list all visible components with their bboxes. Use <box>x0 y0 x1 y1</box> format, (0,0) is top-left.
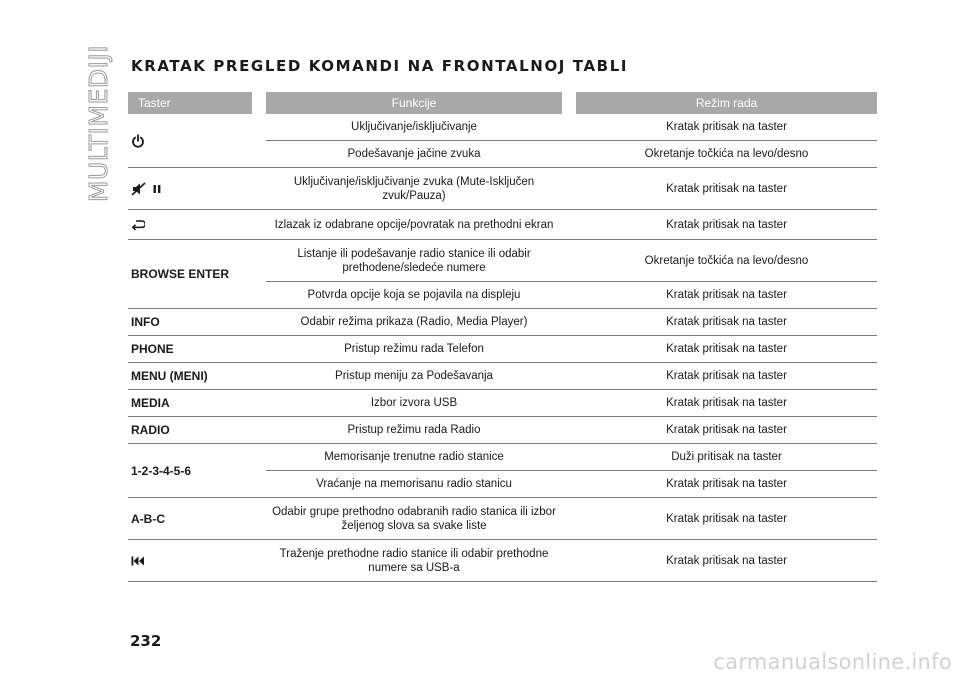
function-cell: Listanje ili podešavanje radio stanice ili odabir prethodene/sledeće numere <box>297 247 531 274</box>
section-side-title-text: MULTIMEDIJI <box>84 44 114 202</box>
controls-table <box>128 92 877 582</box>
header-rezim-rada: Režim rada <box>576 92 877 114</box>
function-cell: Pristup režimu rada Telefon <box>344 343 484 355</box>
table-row <box>266 168 877 209</box>
header-funkcije: Funkcije <box>266 92 562 114</box>
table-row <box>266 363 877 389</box>
function-cell: Izlazak iz odabrane opcije/povratak na prethodni ekran <box>274 218 554 231</box>
mode-cell: Okretanje točkića na levo/desno <box>644 254 809 267</box>
key-cell: A-B-C <box>131 511 165 526</box>
table-row-group <box>128 309 877 336</box>
table-row-group <box>128 540 877 582</box>
function-cell: Izbor izvora USB <box>370 397 458 409</box>
table-row <box>266 498 877 539</box>
mode-cell: Kratak pritisak na taster <box>666 424 787 436</box>
header-taster: Taster <box>128 92 252 114</box>
function-cell: Memorisanje trenutne radio stanice <box>324 451 504 463</box>
table-row <box>266 140 877 167</box>
table-row <box>266 281 877 308</box>
table-row <box>266 309 877 335</box>
mode-cell: Kratak pritisak na taster <box>666 512 787 525</box>
key-cell: MEDIA <box>131 396 170 410</box>
table-row <box>266 417 877 443</box>
table-row <box>266 444 877 470</box>
key-cell <box>128 168 266 209</box>
mode-cell: Kratak pritisak na taster <box>666 343 787 355</box>
key-cell: PHONE <box>131 342 174 356</box>
function-cell: Uključivanje/isključivanje <box>351 121 477 133</box>
mode-cell: Kratak pritisak na taster <box>666 121 787 133</box>
table-row <box>266 540 877 581</box>
table-row-group <box>128 210 877 240</box>
mode-cell: Kratak pritisak na taster <box>666 554 787 567</box>
key-cell: MENU (MENI) <box>131 369 208 383</box>
mute-icon <box>131 182 147 196</box>
table-row <box>266 240 877 281</box>
function-cell: Odabir režima prikaza (Radio, Media Player) <box>300 316 528 328</box>
page-number: 232 <box>130 632 162 650</box>
function-cell: Vraćanje na memorisanu radio stanicu <box>316 478 512 490</box>
power-icon <box>131 134 145 148</box>
mode-cell: Okretanje točkića na levo/desno <box>644 148 809 160</box>
table-row-group <box>128 240 877 309</box>
mode-cell: Duži pritisak na taster <box>671 451 782 463</box>
table-row-group <box>128 336 877 363</box>
table-row-group <box>128 114 877 168</box>
function-cell: Traženje prethodne radio stanice ili odabir prethodne numere sa USB-a <box>279 547 549 574</box>
function-cell: Potvrda opcije koja se pojavila na displeju <box>307 289 521 301</box>
key-cell <box>128 114 266 167</box>
function-cell: Pristup meniju za Podešavanja <box>335 370 493 382</box>
key-cell: BROWSE ENTER <box>131 267 230 281</box>
key-cell: INFO <box>131 315 160 329</box>
mode-cell: Kratak pritisak na taster <box>666 289 787 301</box>
table-row <box>266 390 877 416</box>
table-row <box>266 470 877 497</box>
mode-cell: Kratak pritisak na taster <box>666 316 787 328</box>
table-row <box>266 210 877 239</box>
mode-cell: Kratak pritisak na taster <box>666 370 787 382</box>
function-cell: Pristup režimu rada Radio <box>347 424 481 436</box>
section-side-title <box>84 44 114 202</box>
table-row-group <box>128 444 877 498</box>
mode-cell: Kratak pritisak na taster <box>666 478 787 490</box>
mode-cell: Kratak pritisak na taster <box>666 182 787 195</box>
table-row <box>266 336 877 362</box>
key-cell: 1-2-3-4-5-6 <box>131 463 192 478</box>
table-header <box>128 92 877 114</box>
table-row-group <box>128 498 877 540</box>
table-row-group <box>128 390 877 417</box>
mode-cell: Kratak pritisak na taster <box>666 218 787 231</box>
table-row-group <box>128 363 877 390</box>
pause-icon <box>152 184 162 194</box>
previous-track-icon <box>131 556 145 566</box>
table-row-group <box>128 168 877 210</box>
function-cell: Uključivanje/isključivanje zvuka (Mute-Isključen zvuk/Pauza) <box>293 175 535 202</box>
back-icon <box>131 219 145 231</box>
mode-cell: Kratak pritisak na taster <box>666 397 787 409</box>
function-cell: Podešavanje jačine zvuka <box>347 148 481 160</box>
watermark: carmanualsonline.info <box>713 650 952 674</box>
table-row <box>266 114 877 140</box>
table-row-group <box>128 417 877 444</box>
function-cell: Odabir grupe prethodno odabranih radio stanica ili izbor željenog slova sa svake liste <box>272 505 556 532</box>
key-cell <box>128 540 266 581</box>
key-cell <box>128 210 266 239</box>
page-heading: KRATAK PREGLED KOMANDI NA FRONTALNOJ TABLI <box>131 57 629 75</box>
key-cell: RADIO <box>131 423 170 437</box>
